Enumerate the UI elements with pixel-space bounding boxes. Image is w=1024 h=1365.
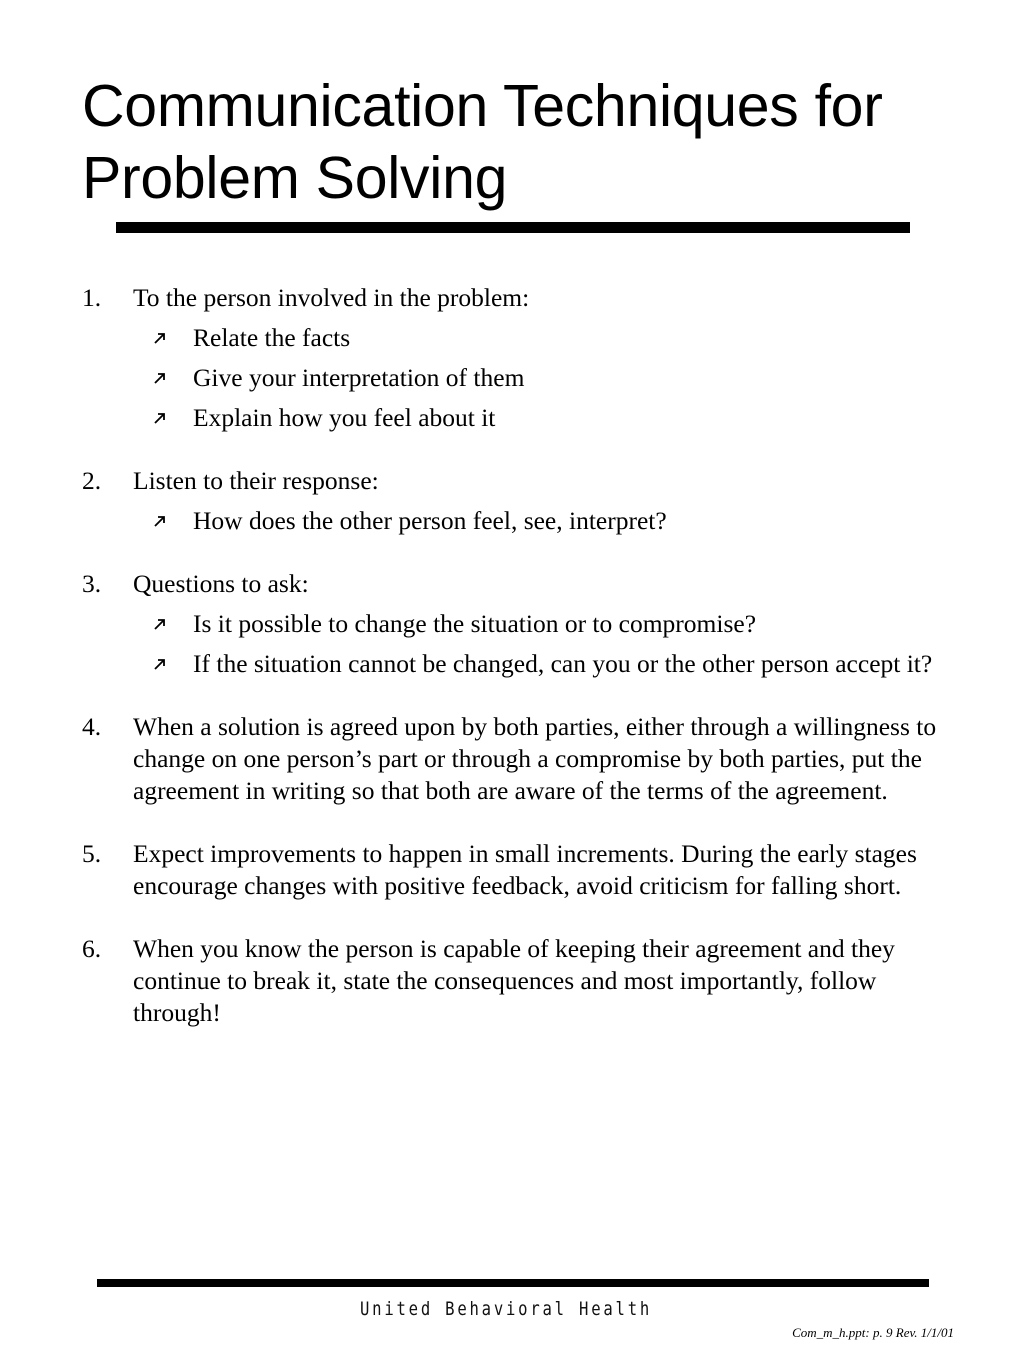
item-text: Expect improvements to happen in small increments. During the early stages encourage changes with positive feedback, avoid criticism for falling short. bbox=[133, 839, 917, 900]
item-number: 6. bbox=[82, 934, 102, 963]
list-item bbox=[82, 568, 962, 680]
sub-item bbox=[133, 402, 962, 434]
item-number: 4. bbox=[82, 712, 102, 741]
sub-item bbox=[133, 608, 962, 640]
item-number: 1. bbox=[82, 283, 102, 312]
sub-item bbox=[133, 362, 962, 394]
item-number: 5. bbox=[82, 839, 102, 868]
title-divider bbox=[116, 222, 910, 233]
arrow-up-right-icon bbox=[153, 331, 167, 345]
item-text: When a solution is agreed upon by both parties, either through a willingness to change on one person’s part or through a compromise by both parties, put the agreement in writing so that both are aware of the terms of the agreement. bbox=[133, 712, 937, 805]
item-text: Listen to their response: bbox=[133, 466, 379, 495]
item-number: 2. bbox=[82, 466, 102, 495]
brand-logo: United Behavioral Health bbox=[360, 1298, 653, 1320]
numbered-list bbox=[82, 282, 962, 1060]
arrow-up-right-icon bbox=[153, 617, 167, 631]
item-text: To the person involved in the problem: bbox=[133, 283, 530, 312]
list-item bbox=[82, 838, 962, 902]
sub-item bbox=[133, 322, 962, 354]
sub-item-text: How does the other person feel, see, interpret? bbox=[193, 506, 667, 535]
arrow-up-right-icon bbox=[153, 657, 167, 671]
sub-item-text: Relate the facts bbox=[193, 323, 351, 352]
arrow-up-right-icon bbox=[153, 514, 167, 528]
item-text: Questions to ask: bbox=[133, 569, 309, 598]
sub-list bbox=[133, 608, 962, 680]
list-item bbox=[82, 711, 962, 807]
sub-item-text: If the situation cannot be changed, can you or the other person accept it? bbox=[193, 649, 933, 678]
sub-item-text: Is it possible to change the situation or to compromise? bbox=[193, 609, 757, 638]
list-item bbox=[82, 465, 962, 537]
sub-item bbox=[133, 505, 962, 537]
item-text: When you know the person is capable of keeping their agreement and they continue to break it, state the consequences and most importantly, follow through! bbox=[133, 934, 895, 1027]
arrow-up-right-icon bbox=[153, 371, 167, 385]
sub-list bbox=[133, 505, 962, 537]
sub-item bbox=[133, 648, 962, 680]
sub-item-text: Give your interpretation of them bbox=[193, 363, 525, 392]
list-item bbox=[82, 933, 962, 1029]
page-title: Communication Techniques for Problem Solving bbox=[82, 73, 883, 211]
sub-item-text: Explain how you feel about it bbox=[193, 403, 496, 432]
footer-reference: Com_m_h.ppt: p. 9 Rev. 1/1/01 bbox=[792, 1325, 954, 1340]
item-number: 3. bbox=[82, 569, 102, 598]
sub-list bbox=[133, 322, 962, 434]
footer-divider bbox=[97, 1279, 929, 1287]
arrow-up-right-icon bbox=[153, 411, 167, 425]
list-item bbox=[82, 282, 962, 434]
